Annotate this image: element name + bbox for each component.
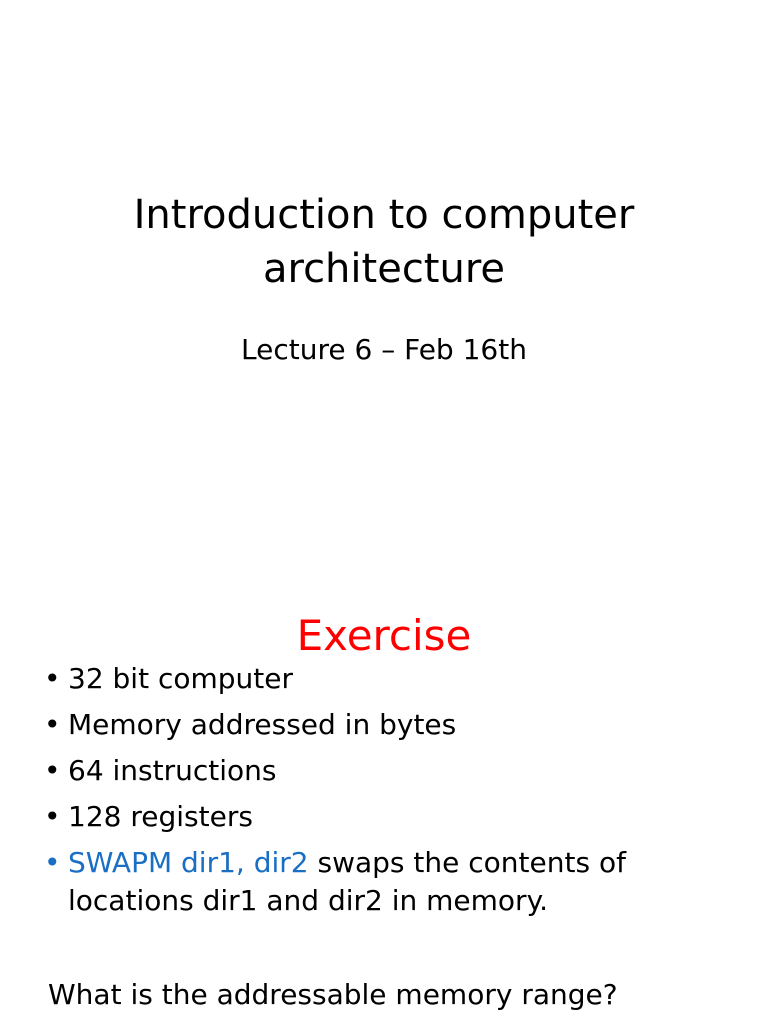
bullet-text: swaps the contents of locations dir1 and dir2 in memory. — [68, 846, 626, 917]
list-item — [44, 660, 744, 698]
list-item — [44, 844, 744, 920]
title-line-1: Introduction to computer — [133, 192, 635, 238]
bullet-text: 32 bit computer — [68, 662, 293, 695]
bullet-icon: • — [44, 708, 61, 741]
bullet-text: 64 instructions — [68, 754, 277, 787]
lecture-subtitle: Lecture 6 – Feb 16th — [241, 333, 527, 366]
bullet-icon: • — [44, 754, 61, 787]
list-item — [44, 706, 744, 744]
title-line-2: architecture — [262, 246, 506, 292]
bullet-icon: • — [44, 662, 61, 695]
bullet-text: 128 registers — [68, 800, 253, 833]
exercise-slide — [0, 576, 768, 1024]
question-text: What is the addressable memory range? — [48, 978, 618, 1011]
exercise-bullet-list — [44, 660, 744, 928]
list-item — [44, 798, 744, 836]
exercise-heading: Exercise — [296, 611, 472, 660]
swapm-instruction: SWAPM dir1, dir2 — [68, 846, 309, 879]
slide-title — [0, 188, 768, 296]
bullet-icon: • — [44, 800, 61, 833]
list-item — [44, 752, 744, 790]
bullet-icon: • — [44, 846, 61, 879]
bullet-text: Memory addressed in bytes — [68, 708, 457, 741]
